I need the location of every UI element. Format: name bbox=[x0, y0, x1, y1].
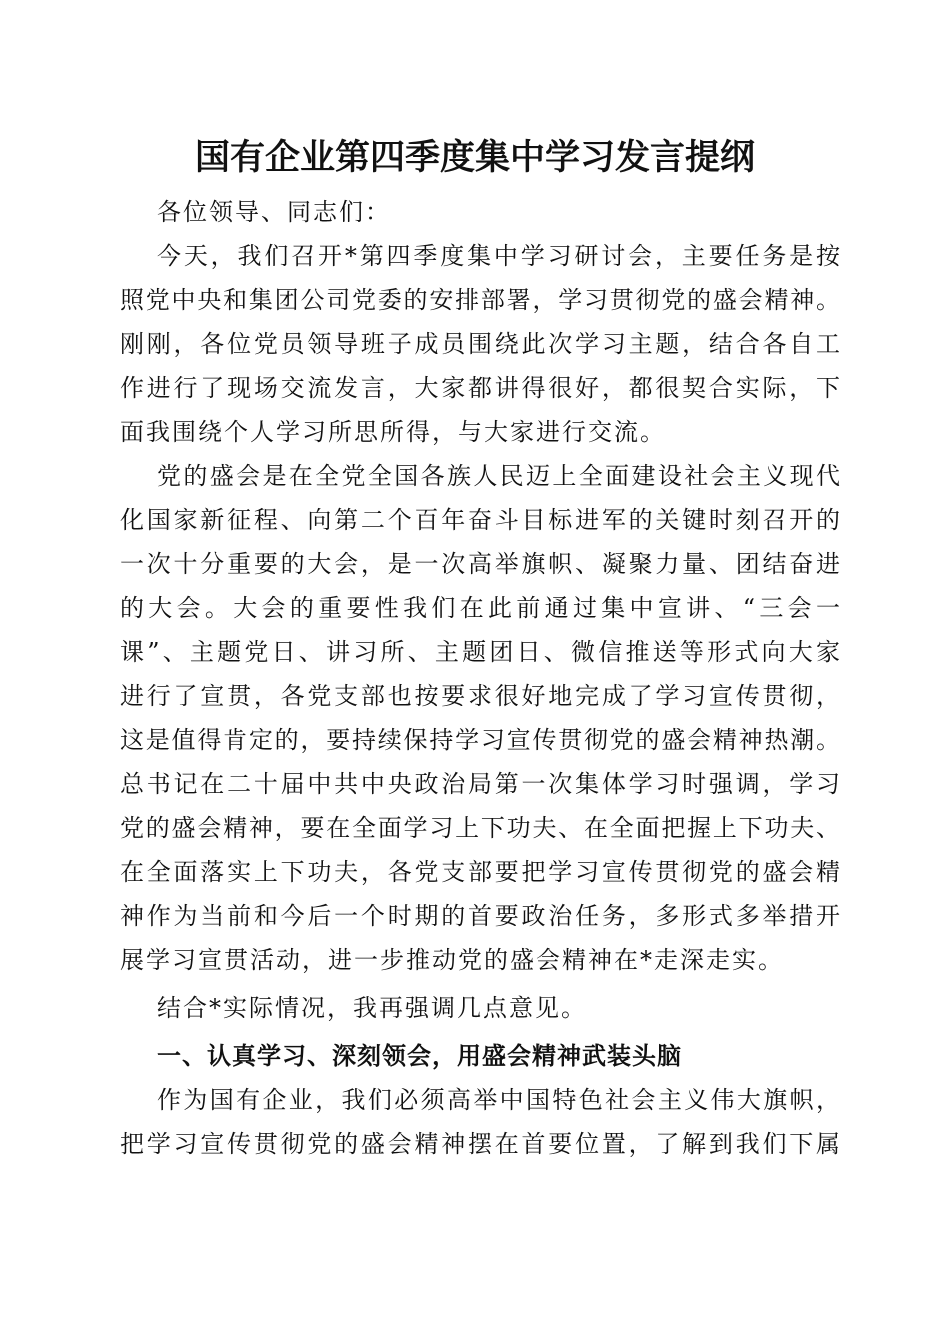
paragraph-line: 党的盛会精神，要在全面学习上下功夫、在全面把握上下功夫、 bbox=[120, 814, 840, 842]
paragraph-line: 面我围绕个人学习所思所得，与大家进行交流。 bbox=[120, 418, 666, 446]
paragraph-line: 刚刚，各位党员领导班子成员围绕此次学习主题，结合各自工 bbox=[120, 330, 840, 358]
paragraph-line: 今天，我们召开*第四季度集中学习研讨会，主要任务是按 bbox=[157, 242, 840, 270]
paragraph-line: 化国家新征程、向第二个百年奋斗目标进军的关键时刻召开的 bbox=[120, 506, 840, 534]
paragraph-line: 一次十分重要的大会，是一次高举旗帜、凝聚力量、团结奋进 bbox=[120, 550, 840, 578]
paragraph-line: 进行了宣贯，各党支部也按要求很好地完成了学习宣传贯彻， bbox=[120, 682, 840, 710]
salutation: 各位领导、同志们： bbox=[157, 198, 391, 226]
paragraph-line: 结合*实际情况，我再强调几点意见。 bbox=[157, 994, 587, 1022]
paragraph-line: 党的盛会是在全党全国各族人民迈上全面建设社会主义现代 bbox=[157, 462, 840, 490]
paragraph-line: 作进行了现场交流发言，大家都讲得很好，都很契合实际，下 bbox=[120, 374, 840, 402]
paragraph-line: 照党中央和集团公司党委的安排部署，学习贯彻党的盛会精神。 bbox=[120, 286, 840, 314]
paragraph-line: 这是值得肯定的，要持续保持学习宣传贯彻党的盛会精神热潮。 bbox=[120, 726, 840, 754]
paragraph-line: 总书记在二十届中共中央政治局第一次集体学习时强调，学习 bbox=[120, 770, 840, 798]
document-title: 国有企业第四季度集中学习发言提纲 bbox=[194, 137, 755, 178]
section-heading: 一、认真学习、深刻领会，用盛会精神武装头脑 bbox=[157, 1042, 682, 1070]
paragraph-line: 在全面落实上下功夫，各党支部要把学习宣传贯彻党的盛会精 bbox=[120, 858, 840, 886]
paragraph-line: 的大会。大会的重要性我们在此前通过集中宣讲、“三会一 bbox=[120, 594, 840, 622]
paragraph-line: 作为国有企业，我们必须高举中国特色社会主义伟大旗帜， bbox=[157, 1086, 840, 1114]
paragraph-line: 展学习宣贯活动，进一步推动党的盛会精神在*走深走实。 bbox=[120, 946, 784, 974]
paragraph-line: 课”、主题党日、讲习所、主题团日、微信推送等形式向大家 bbox=[120, 638, 840, 666]
paragraph-line: 神作为当前和今后一个时期的首要政治任务，多形式多举措开 bbox=[120, 902, 840, 930]
paragraph-line: 把学习宣传贯彻党的盛会精神摆在首要位置，了解到我们下属 bbox=[120, 1130, 840, 1158]
